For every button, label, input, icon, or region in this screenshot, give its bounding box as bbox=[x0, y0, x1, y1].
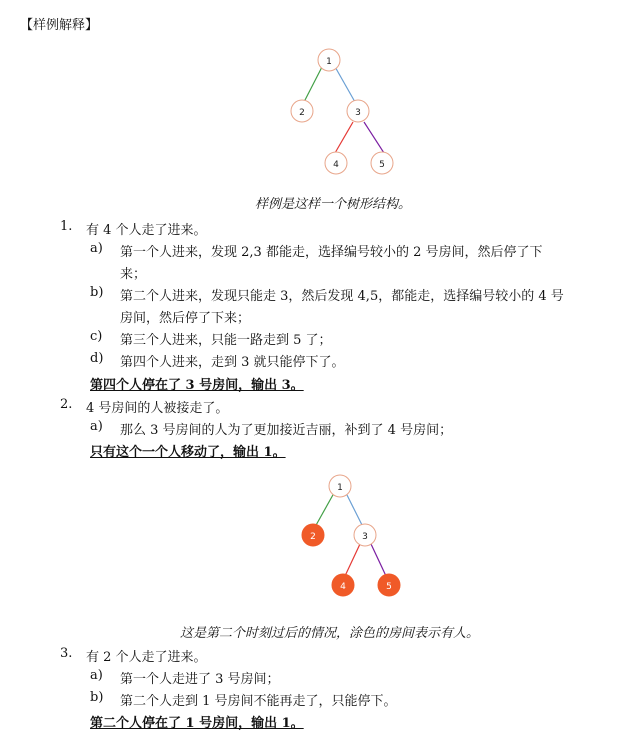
step-2-number: 2. bbox=[60, 397, 73, 412]
edge-1-2 bbox=[315, 493, 334, 527]
tree1-node-2-label: 2 bbox=[299, 108, 305, 118]
tree2-node-3-label: 3 bbox=[362, 532, 368, 542]
edge-3-4 bbox=[335, 122, 353, 153]
step-3a-line-1: 第一个人走进了 3 号房间； bbox=[120, 672, 280, 687]
tree2-caption: 这是第二个时刻过后的情况，涂色的房间表示有人。 bbox=[180, 626, 480, 641]
edge-3-4 bbox=[345, 544, 360, 576]
step-3-result: 第二个人停在了 1 号房间，输出 1。 bbox=[90, 716, 304, 731]
tree1-caption: 样例是这样一个树形结构。 bbox=[255, 197, 412, 212]
step-1d-label: d) bbox=[90, 351, 104, 366]
step-3-text: 有 2 个人走了进来。 bbox=[86, 650, 207, 665]
tree2-node-5-label: 5 bbox=[386, 582, 392, 592]
step-1-number: 1. bbox=[60, 219, 73, 234]
step-1b-label: b) bbox=[90, 285, 104, 300]
tree2-node-2-label: 2 bbox=[310, 532, 316, 542]
tree1-node-3-label: 3 bbox=[355, 108, 361, 118]
step-1b-line-1: 第二个人进来，发现只能走 3，然后发现 4,5，都能走，选择编号较小的 4 号 bbox=[120, 289, 564, 304]
edge-1-3 bbox=[346, 493, 363, 527]
step-1a-line-1: 第一个人进来，发现 2,3 都能走，选择编号较小的 2 号房间，然后停了下 bbox=[120, 245, 543, 260]
edge-1-3 bbox=[334, 65, 355, 102]
tree2-node-4-label: 4 bbox=[340, 582, 346, 592]
step-1d-line-1: 第四个人进来，走到 3 就只能停下了。 bbox=[120, 355, 345, 370]
step-1c-label: c) bbox=[90, 329, 103, 344]
edge-3-5 bbox=[371, 544, 386, 576]
edge-1-2 bbox=[304, 65, 323, 102]
step-2a-label: a) bbox=[90, 419, 103, 434]
step-1-text: 有 4 个人走了进来。 bbox=[86, 223, 207, 238]
tree1-node-5-label: 5 bbox=[379, 160, 385, 170]
section-title: 【样例解释】 bbox=[20, 18, 99, 33]
step-2-text: 4 号房间的人被接走了。 bbox=[86, 401, 229, 416]
step-3a-label: a) bbox=[90, 668, 103, 683]
step-3b-label: b) bbox=[90, 690, 104, 705]
step-1b-line-2: 房间，然后停了下来； bbox=[120, 311, 251, 326]
step-2-result: 只有这个一个人移动了，输出 1。 bbox=[90, 445, 286, 460]
step-1-result: 第四个人停在了 3 号房间，输出 3。 bbox=[90, 378, 304, 393]
step-1a-line-2: 来； bbox=[120, 267, 147, 282]
tree1-node-1-label: 1 bbox=[326, 57, 332, 67]
step-2a-line-1: 那么 3 号房间的人为了更加接近吉丽，补到了 4 号房间； bbox=[120, 423, 453, 438]
tree-diagram-2 bbox=[290, 470, 420, 600]
edge-3-5 bbox=[364, 122, 384, 153]
tree1-node-4-label: 4 bbox=[333, 160, 339, 170]
step-1c-line-1: 第三个人进来，只能一路走到 5 了； bbox=[120, 333, 332, 348]
step-3b-line-1: 第二个人走到 1 号房间不能再走了，只能停下。 bbox=[120, 694, 397, 709]
step-3-number: 3. bbox=[60, 646, 73, 661]
tree-diagram-1 bbox=[280, 45, 420, 180]
tree2-node-1-label: 1 bbox=[337, 483, 343, 493]
step-1a-label: a) bbox=[90, 241, 103, 256]
